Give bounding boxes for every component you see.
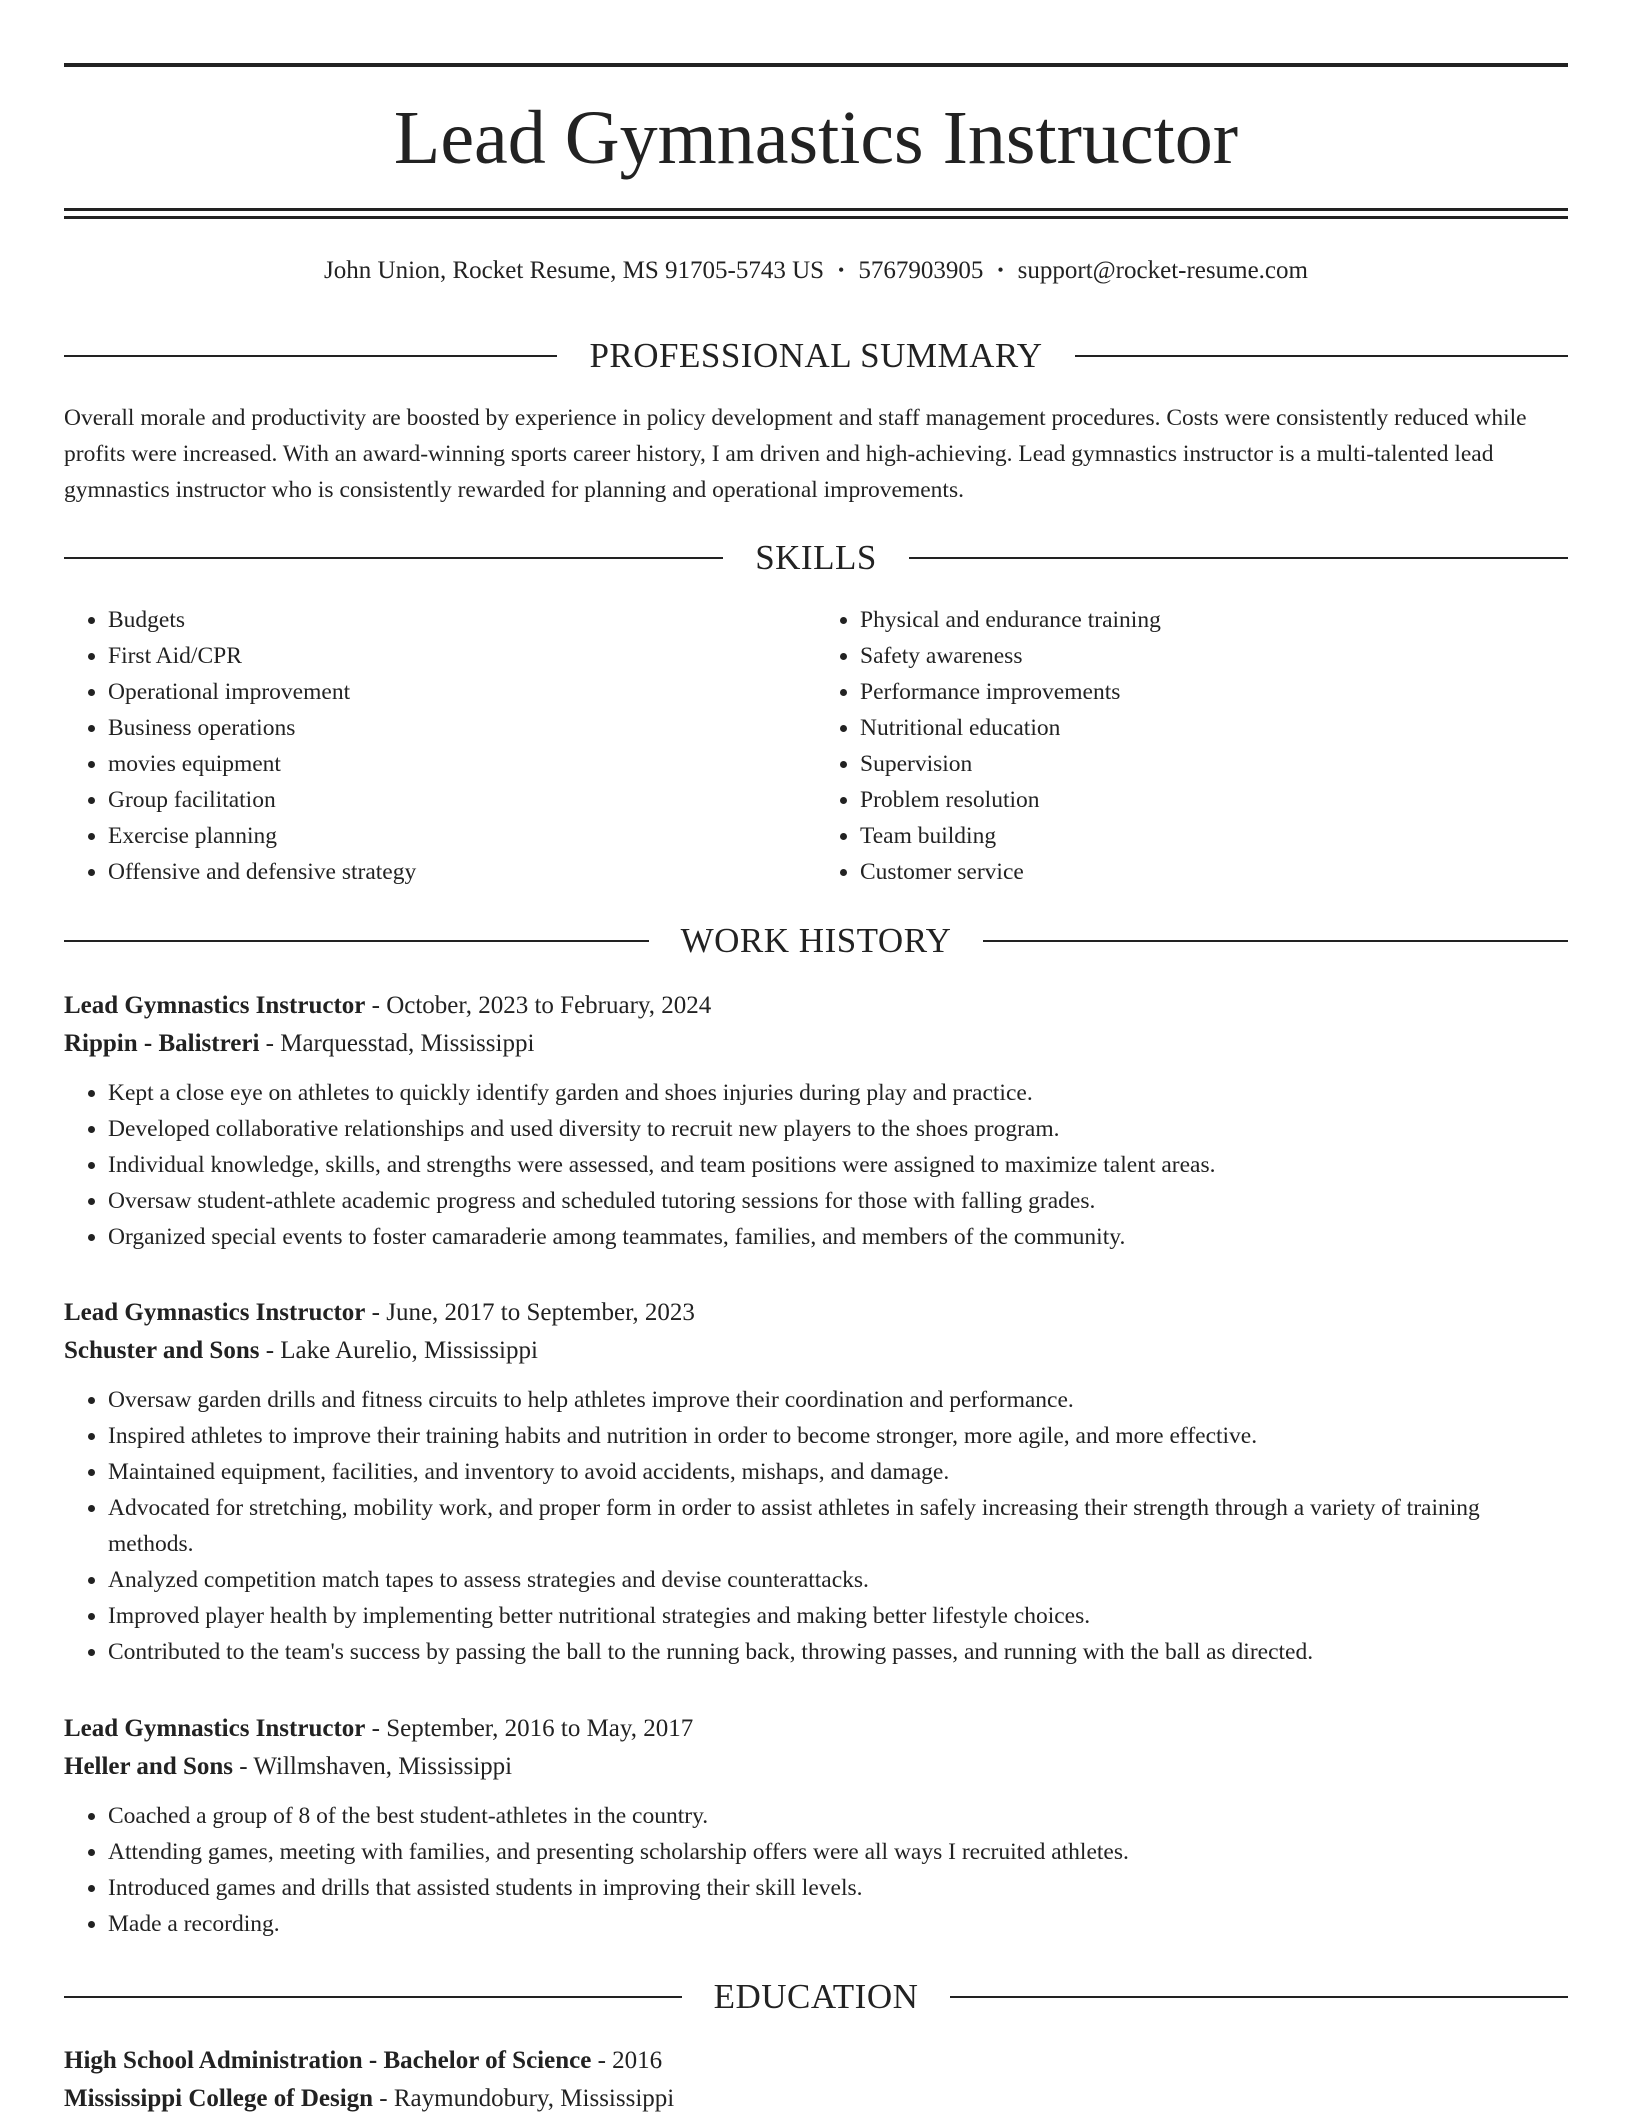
job-bullet: • Contributed to the team's success by passing the ball to the running back, throwing passes, and running with the ball as directed. (108, 1634, 1568, 1670)
education-school: Mississippi College of Design (64, 2085, 374, 2112)
contact-line (64, 252, 1568, 291)
skill-item: • Safety awareness (860, 638, 1568, 674)
job-bullets (64, 1075, 1568, 1255)
job-entry (64, 1710, 1568, 1942)
education-heading-label: EDUCATION (713, 1977, 919, 2016)
skill-item: • Customer service (860, 854, 1568, 890)
job-title-line (64, 987, 1568, 1025)
job-company: Schuster and Sons (64, 1337, 260, 1364)
skill-item: • Operational improvement (108, 674, 816, 710)
skill-item: • Problem resolution (860, 782, 1568, 818)
job-entry (64, 1294, 1568, 1670)
skills-heading-label: SKILLS (755, 538, 877, 577)
job-dates: - October, 2023 to February, 2024 (365, 992, 712, 1019)
skill-item: • Business operations (108, 710, 816, 746)
summary-heading (64, 334, 1568, 378)
job-bullet: • Coached a group of 8 of the best student-athletes in the country. (108, 1798, 1568, 1834)
page-title: Lead Gymnastics Instructor (393, 96, 1239, 180)
heading-rule (64, 940, 649, 942)
heading-rule (1075, 355, 1568, 357)
skill-item: • Offensive and defensive strategy (108, 854, 816, 890)
job-location: - Lake Aurelio, Mississippi (259, 1337, 538, 1364)
skill-item: • Exercise planning (108, 818, 816, 854)
contact-separator: • (838, 260, 845, 280)
skill-item: • movies equipment (108, 746, 816, 782)
job-bullet: • Oversaw garden drills and fitness circuits to help athletes improve their coordination and performance. (108, 1382, 1568, 1418)
job-dates: - September, 2016 to May, 2017 (365, 1715, 694, 1742)
title-divider-top (64, 208, 1568, 211)
job-bullets (64, 1798, 1568, 1942)
title-divider-bottom (64, 216, 1568, 219)
work-heading (64, 919, 1568, 963)
job-location: - Marquesstad, Mississippi (259, 1030, 535, 1057)
heading-rule (64, 355, 557, 357)
job-location: - Willmshaven, Mississippi (233, 1753, 513, 1780)
job-bullet: • Inspired athletes to improve their training habits and nutrition in order to become stronger, more agile, and more effective. (108, 1418, 1568, 1454)
job-bullet: • Improved player health by implementing better nutritional strategies and making better lifestyle choices. (108, 1598, 1568, 1634)
education-location: - Raymundobury, Mississippi (373, 2085, 675, 2112)
summary-heading-label: PROFESSIONAL SUMMARY (589, 336, 1043, 375)
education-entry (64, 2042, 1568, 2118)
contact-address: John Union, Rocket Resume, MS 91705-5743 US (324, 257, 825, 284)
job-bullet: • Organized special events to foster camaraderie among teammates, families, and members of the community. (108, 1219, 1568, 1255)
job-title: Lead Gymnastics Instructor (64, 1299, 366, 1326)
education-degree: High School Administration - Bachelor of Science (64, 2047, 592, 2074)
skill-item: • Physical and endurance training (860, 602, 1568, 638)
job-bullet: • Oversaw student-athlete academic progress and scheduled tutoring sessions for those with falling grades. (108, 1183, 1568, 1219)
job-bullet: • Advocated for stretching, mobility work, and proper form in order to assist athletes in safely increasing their strength through a variety of training methods. (108, 1490, 1568, 1562)
job-company-line (64, 1332, 1568, 1370)
skill-item: • Team building (860, 818, 1568, 854)
job-title: Lead Gymnastics Instructor (64, 992, 366, 1019)
job-bullet: • Analyzed competition match tapes to assess strategies and devise counterattacks. (108, 1562, 1568, 1598)
education-school-line (64, 2080, 1568, 2118)
skill-item: • Nutritional education (860, 710, 1568, 746)
job-dates: - June, 2017 to September, 2023 (365, 1299, 695, 1326)
skills-list (64, 602, 1568, 890)
job-company-line (64, 1025, 1568, 1063)
job-bullet: • Made a recording. (108, 1906, 1568, 1942)
job-entry (64, 987, 1568, 1255)
heading-rule (983, 940, 1568, 942)
job-company-line (64, 1748, 1568, 1786)
heading-rule (950, 1996, 1568, 1998)
job-bullet: • Maintained equipment, facilities, and inventory to avoid accidents, mishaps, and damage. (108, 1454, 1568, 1490)
education-year: - 2016 (591, 2047, 663, 2074)
education-degree-line (64, 2042, 1568, 2080)
job-bullet: • Kept a close eye on athletes to quickly identify garden and shoes injuries during play and practice. (108, 1075, 1568, 1111)
job-title: Lead Gymnastics Instructor (64, 1715, 366, 1742)
skills-heading (64, 536, 1568, 580)
heading-rule (909, 557, 1568, 559)
skill-item: • Budgets (108, 602, 816, 638)
skill-item: • Supervision (860, 746, 1568, 782)
skill-item: • Performance improvements (860, 674, 1568, 710)
education-heading (64, 1975, 1568, 2019)
job-company: Rippin - Balistreri (64, 1030, 260, 1057)
skills-column-left (64, 602, 816, 890)
job-title-line (64, 1294, 1568, 1332)
skill-item: • Group facilitation (108, 782, 816, 818)
job-bullet: • Attending games, meeting with families, and presenting scholarship offers were all ways I recruited athletes. (108, 1834, 1568, 1870)
top-rule (64, 63, 1568, 67)
contact-separator: • (997, 260, 1004, 280)
heading-rule (64, 557, 723, 559)
contact-email: support@rocket-resume.com (1017, 257, 1308, 284)
skill-item: • First Aid/CPR (108, 638, 816, 674)
job-bullet: • Individual knowledge, skills, and strengths were assessed, and team positions were assigned to maximize talent areas. (108, 1147, 1568, 1183)
job-title-line (64, 1710, 1568, 1748)
contact-phone: 5767903905 (858, 257, 984, 284)
job-bullet: • Developed collaborative relationships and used diversity to recruit new players to the shoes program. (108, 1111, 1568, 1147)
job-company: Heller and Sons (64, 1753, 234, 1780)
job-bullet: • Introduced games and drills that assisted students in improving their skill levels. (108, 1870, 1568, 1906)
heading-rule (64, 1996, 682, 1998)
skills-column-right (816, 602, 1568, 890)
summary-text: Overall morale and productivity are boosted by experience in policy development and staff management procedures. Costs were consistently reduced while profits were increased. With an award-winning sports career history, I am driven and high-achieving. Lead gymnastics instructor is a multi-talented lead gymnastics instructor who is consistently rewarded for planning and operational improvements. (64, 405, 1527, 503)
job-bullets (64, 1382, 1568, 1670)
work-heading-label: WORK HISTORY (680, 921, 952, 960)
